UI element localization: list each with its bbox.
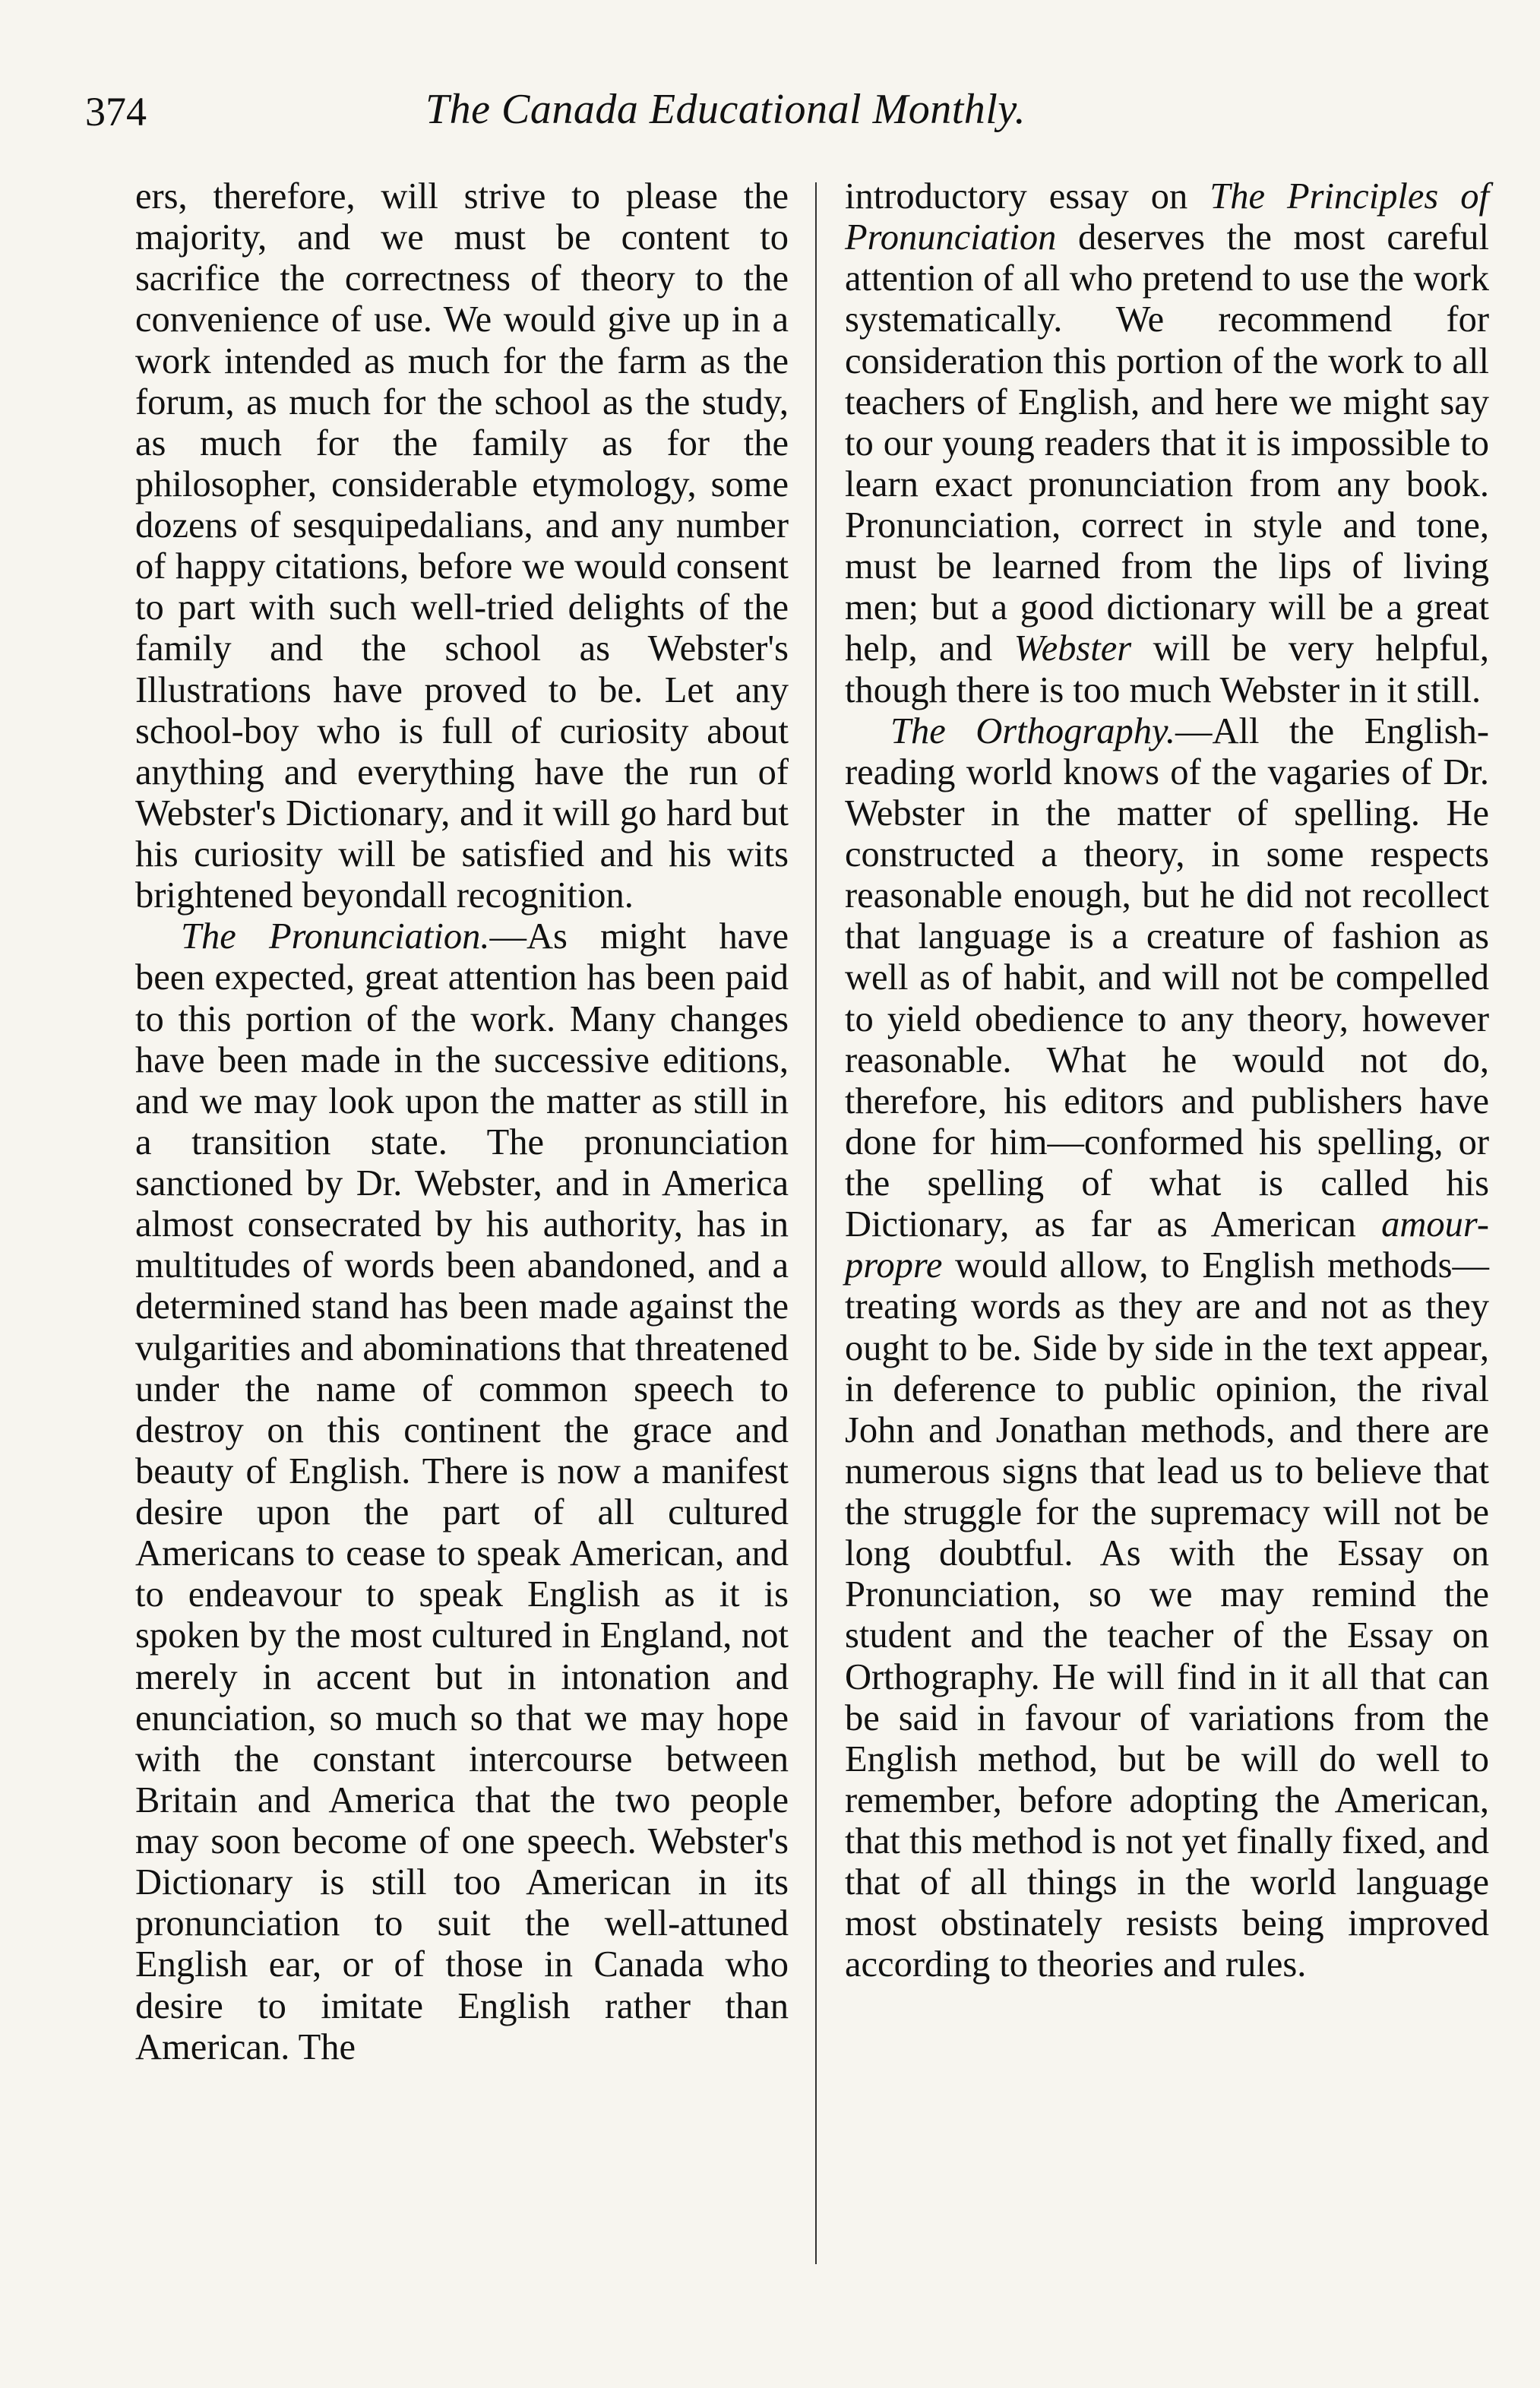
section-heading-orthography: The Orthography. [890, 710, 1175, 751]
paragraph-text: introductory essay on [845, 176, 1210, 217]
paragraph-text: deserves the most careful attention of all who pretend to use the work systematically. We recommend for consideration this portion of the work to all teachers of English, and here we might say to our young readers that it is impossible to learn exact pronunciation from any book. Pronunciation, correct in style and tone, must be learned from the lips of living men; but a good dictionary will be a great help, and [845, 217, 1489, 669]
running-title: The Canada Educational Monthly. [425, 86, 1026, 133]
paragraph-text: will be very helpful, though there is too much Webster in it still. [845, 628, 1489, 710]
paragraph-pronunciation [135, 916, 789, 2068]
webster-italic: Webster [1013, 628, 1132, 669]
paragraph-introductory-essay [845, 176, 1489, 711]
page-number: 374 [85, 89, 147, 134]
right-column [845, 176, 1489, 1986]
paragraph-text: would allow, to English methods—treating words as they are and not as they ought to be. Side by side in the text appear, in deference to public opinion, the rival John and Jonathan methods, and there are numerous signs that lead us to believe that the struggle for the supremacy will not be long doubtful. As with the Essay on Pronunciation, so we may remind the student and the teacher of the Essay on Orthography. He will find in it all that can be said in favour of variations from the English method, but be will do well to remember, before adopting the American, that this method is not yet finally fixed, and that of all things in the world language most obstinately resists being improved according to theories and rules. [845, 1245, 1489, 1985]
paragraph-text: —All the English-reading world knows of the vagaries of Dr. Webster in the matter of spelling. He constructed a theory, in some respects reasonable enough, but he did not recollect that language is a creature of fashion as well as of habit, and will not be compelled to yield obedience to any theory, however reasonable. What he would not do, therefore, his editors and publishers have done for him—conformed his spelling, or the spelling of what is called his Dictionary, as far as American [845, 710, 1490, 1245]
paragraph-orthography [845, 711, 1489, 1986]
essay-title: The Principles of Pronunciation [845, 176, 1490, 258]
paragraph-continued: ers, therefore, will strive to please the majority, and we must be content to sacrifice the correctness of theory to the convenience of use. We would give up in a work intended as much for the farm as the forum, as much for the school as the study, as much for the family as for the philosopher, considerable etymology, some dozens of sesquipedalians, and any number of happy citations, before we would consent to part with such well-tried delights of the family and the school as Webster's Illustrations have proved to be. Let any school-boy who is full of curiosity about anything and everything have the run of Webster's Dictionary, and it will go hard but his curiosity will be satisfied and his wits brightened beyondall recognition. [135, 176, 789, 916]
column-divider [815, 182, 817, 2264]
paragraph-text: —As might have been expected, great attention has been paid to this portion of the work. Many changes have been made in the successive editions, and we may look upon the matter as still in a transition state. The pronunciation sanctioned by Dr. Webster, and in America almost consecrated by his authority, has in multitudes of words been abandoned, and a determined stand has been made against the vulgarities and abominations that threatened under the name of common speech to destroy on this continent the grace and beauty of English. There is now a manifest desire upon the part of all cultured Americans to cease to speak American, and to endeavour to speak English as it is spoken by the most cultured in England, not merely in accent but in intonation and enunciation, so much so that we may hope with the constant intercourse between Britain and America that the two people may soon become of one speech. Webster's Dictionary is still too American in its pronunciation to suit the well-attuned English ear, or of those in Canada who desire to imitate English rather than American. The [135, 916, 789, 2067]
left-column [135, 176, 789, 2068]
section-heading-pronunciation: The Pronunciation. [181, 916, 490, 957]
amour-propre-italic: amour-propre [845, 1204, 1489, 1286]
